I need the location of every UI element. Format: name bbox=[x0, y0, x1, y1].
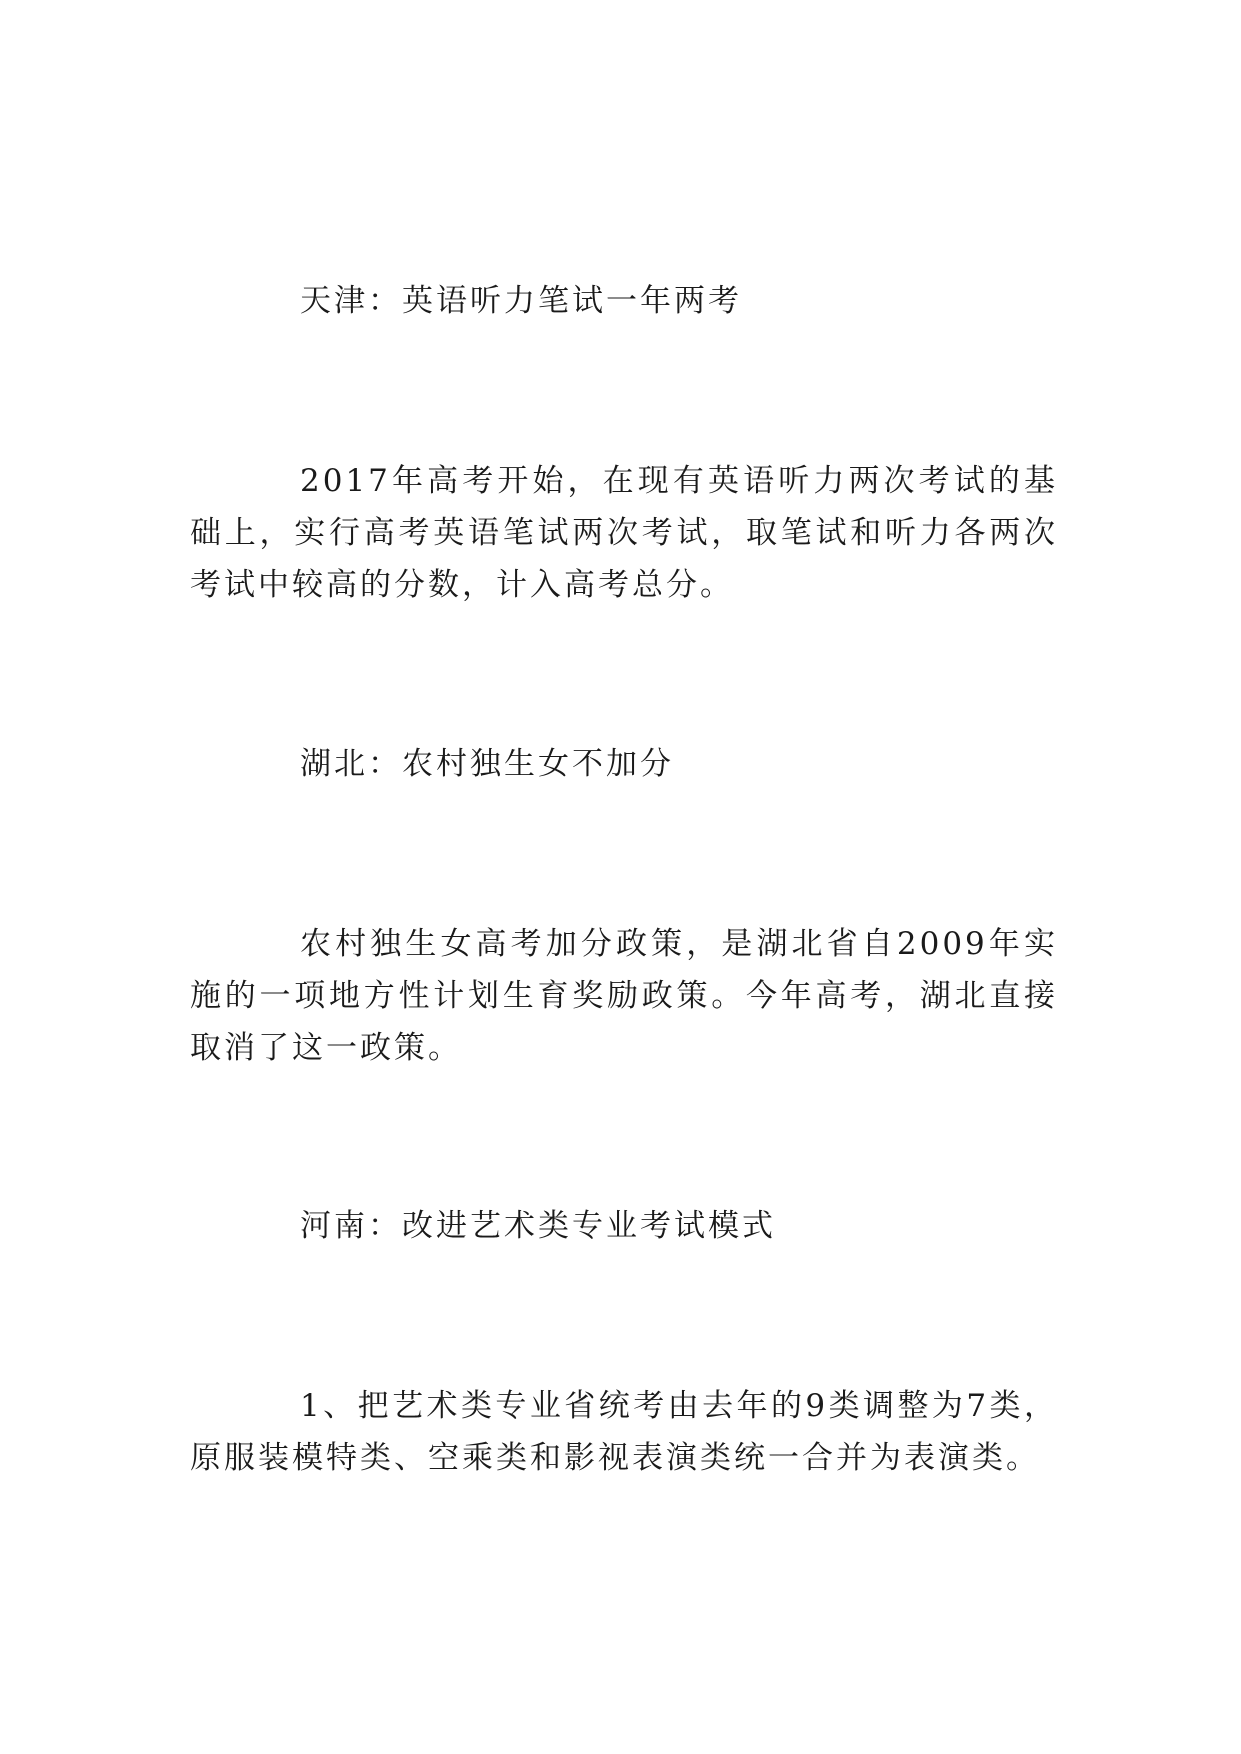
section-body-henan: 1、把艺术类专业省统考由去年的9类调整为7类，原服装模特类、空乘类和影视表演类统一合并为表演类。 bbox=[190, 1388, 1058, 1476]
section-body-hubei: 农村独生女高考加分政策，是湖北省自2009年实施的一项地方性计划生育奖励政策。今年高考，湖北直接取消了这一政策。 bbox=[190, 926, 1058, 1066]
section-heading-henan: 河南：改进艺术类专业考试模式 bbox=[300, 1208, 776, 1244]
section-heading-hubei: 湖北：农村独生女不加分 bbox=[300, 746, 674, 782]
section-body-tianjin: 2017年高考开始，在现有英语听力两次考试的基础上，实行高考英语笔试两次考试，取笔试和听力各两次考试中较高的分数，计入高考总分。 bbox=[190, 463, 1058, 603]
section-heading-tianjin: 天津：英语听力笔试一年两考 bbox=[300, 283, 742, 319]
